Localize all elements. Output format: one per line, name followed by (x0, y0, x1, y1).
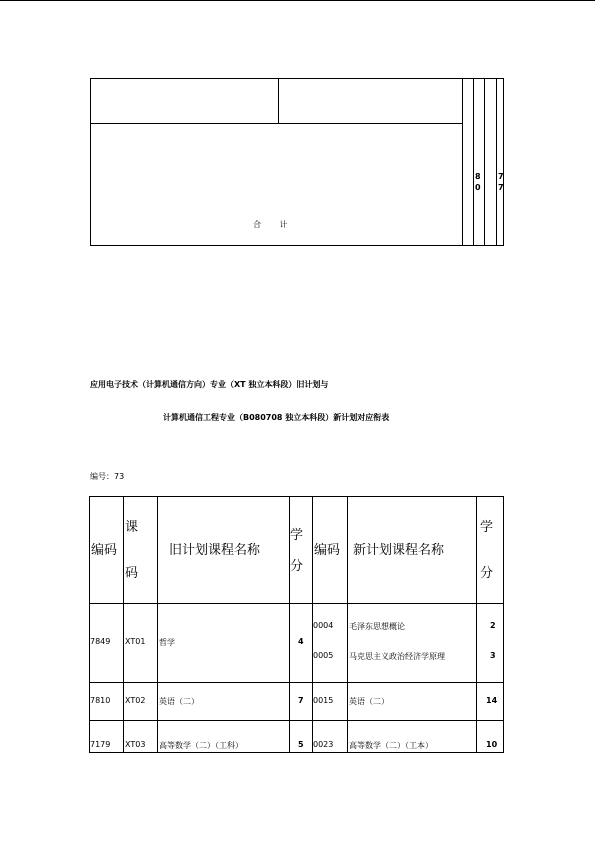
top-table-col-divider (278, 78, 279, 123)
table-cell-new-code: 0023 (313, 740, 334, 749)
top-table-frame (90, 78, 504, 246)
document-title-line1: 应用电子技术（计算机通信方向）专业（XT 独立本科段）旧计划与 (90, 380, 329, 389)
table-cell-old-name: 英语（二） (159, 697, 199, 706)
total-label: 合 计 (253, 220, 296, 229)
table-cell-course-code: XT01 (125, 637, 146, 646)
document-title-line2: 计算机通信工程专业（B080708 独立本科段）新计划对应衔表 (163, 413, 390, 422)
table-cell-new-name: 英语（二） (349, 697, 389, 706)
total-value-a-digit: 8 (475, 172, 481, 181)
table-cell-new-code: 0005 (313, 651, 334, 660)
col-divider (476, 496, 477, 753)
table-cell-new-name: 高等数学（二）（工本） (349, 741, 433, 750)
header-code: 编码 (91, 543, 118, 558)
table-cell-credit: 4 (298, 637, 304, 646)
header-new-credit-2: 分 (480, 566, 494, 581)
table-cell-new-credit: 3 (490, 651, 496, 660)
row-divider (89, 720, 504, 721)
table-cell-code: 7849 (90, 637, 111, 646)
top-table-col-divider (496, 78, 497, 246)
total-value-b-digit: 7 (498, 183, 504, 192)
table-cell-new-credit: 14 (486, 696, 498, 705)
document-number: 编号：73 (90, 472, 125, 481)
table-cell-new-credit: 2 (490, 621, 496, 630)
row-divider (89, 603, 504, 604)
top-table-col-divider (484, 78, 485, 246)
top-table-row-divider (90, 123, 463, 124)
table-cell-credit: 5 (298, 740, 304, 749)
top-table-col-divider (462, 78, 463, 246)
table-cell-course-code: XT03 (125, 740, 146, 749)
col-divider (157, 496, 158, 753)
total-value-b-digit: 7 (498, 172, 504, 181)
header-credit-2: 分 (290, 559, 304, 574)
table-cell-code: 7810 (90, 696, 111, 705)
header-credit-1: 学 (290, 528, 304, 543)
header-course-code-2: 码 (125, 566, 139, 581)
page-top-rule (0, 0, 595, 1)
top-table-col-divider (473, 78, 474, 246)
col-divider (347, 496, 348, 753)
header-old-name: 旧计划课程名称 (169, 543, 261, 558)
row-divider (89, 682, 504, 683)
table-cell-credit: 7 (298, 696, 304, 705)
table-cell-old-name: 哲学 (159, 638, 175, 647)
table-cell-new-credit: 10 (486, 740, 498, 749)
table-cell-new-code: 0004 (313, 621, 334, 630)
table-cell-new-name: 毛泽东思想概论 (349, 622, 405, 631)
col-divider (123, 496, 124, 753)
table-cell-new-code: 0015 (313, 696, 334, 705)
table-cell-course-code: XT02 (125, 696, 146, 705)
table-cell-old-name: 高等数学（二）（工科） (159, 741, 243, 750)
table-cell-code: 7179 (90, 740, 111, 749)
header-new-code: 编码 (314, 543, 341, 558)
header-new-credit-1: 学 (480, 520, 494, 535)
total-value-a-digit: 0 (475, 183, 481, 192)
table-cell-new-name: 马克思主义政治经济学原理 (349, 652, 445, 661)
header-course-code-1: 课 (125, 520, 139, 535)
header-new-name: 新计划课程名称 (353, 543, 445, 558)
